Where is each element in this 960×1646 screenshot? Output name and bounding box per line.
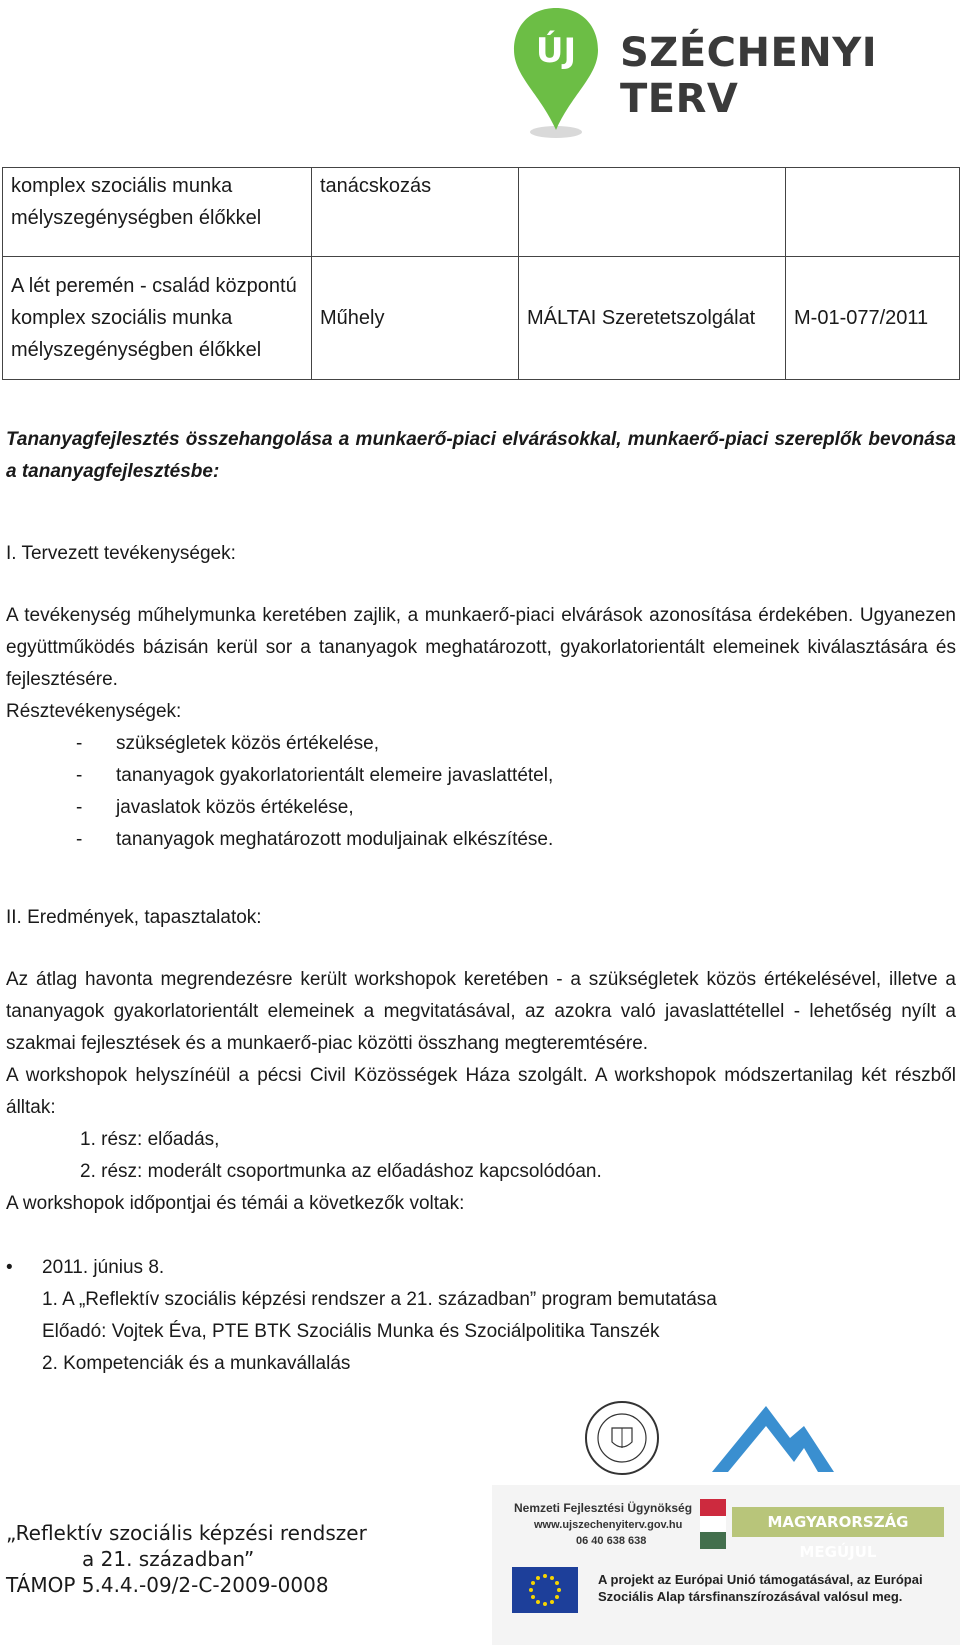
numbered-item: 1. rész: előadás, bbox=[80, 1129, 220, 1150]
dash-marker: - bbox=[76, 797, 83, 818]
section-heading: Tananyagfejlesztés összehangolása a munkaerő-piaci elvárásokkal, munkaerő-piaci szereplők bevonása a tananyagfejlesztésbe: bbox=[6, 429, 956, 482]
logo-brand-text: SZÉCHENYI TERV bbox=[620, 30, 878, 122]
map-pin-logo-icon bbox=[510, 4, 610, 144]
event-date: 2011. június 8. bbox=[42, 1257, 165, 1278]
training-table bbox=[2, 167, 960, 380]
footer-line-3: TÁMOP 5.4.4.-09/2-C-2009-0008 bbox=[6, 1573, 329, 1597]
list-item bbox=[6, 760, 956, 792]
part2-heading: II. Eredmények, tapasztalatok: bbox=[6, 907, 262, 928]
agency-phone: 06 40 638 638 bbox=[576, 1535, 647, 1547]
table-row bbox=[3, 168, 960, 257]
part2-paragraph-2: A workshopok helyszínéül a pécsi Civil Közösségek Háza szolgált. A workshopok módszertanilag két részből álltak: bbox=[6, 1065, 956, 1118]
event-line: 2. Kompetenciák és a munkavállalás bbox=[42, 1353, 351, 1374]
footer-line-1: „Reflektív szociális képzési rendszer bbox=[6, 1521, 367, 1545]
hungary-renews-banner: MAGYARORSZÁG MEGÚJUL bbox=[732, 1507, 944, 1537]
table-row bbox=[3, 257, 960, 380]
part2-paragraph-3: A workshopok időpontjai és témái a következők voltak: bbox=[6, 1193, 465, 1214]
table-cell-code bbox=[786, 168, 960, 257]
dash-marker: - bbox=[76, 829, 83, 850]
logo-pin-text: ÚJ bbox=[535, 31, 577, 71]
activity-list bbox=[6, 728, 956, 856]
dash-marker: - bbox=[76, 765, 83, 786]
part2-paragraph-1: Az átlag havonta megrendezésre került workshopok keretében - a szükségletek közös értékelésével, illetve a tananyagok gyakorlatorientált elemeinek a megvitatásával, az azokra való javaslattétellel - lehetőség nyílt a szakmai fejlesztések és a munkaerő-piac közötti összhang megteremtésére. bbox=[6, 969, 956, 1054]
agency-url: www.ujszechenyiterv.gov.hu bbox=[534, 1519, 683, 1531]
dash-marker: - bbox=[76, 733, 83, 754]
eu-flag-icon bbox=[512, 1567, 578, 1613]
project-footer bbox=[6, 1520, 367, 1598]
table-cell-type: Műhely bbox=[312, 257, 519, 380]
list-item bbox=[6, 728, 956, 760]
footer-line-2: a 21. században” bbox=[82, 1547, 255, 1571]
list-item bbox=[6, 792, 956, 824]
list-item bbox=[6, 824, 956, 856]
table-cell-type: tanácskozás bbox=[312, 168, 519, 257]
part1-subheading: Résztevékenységek: bbox=[6, 701, 182, 722]
university-seal-icon bbox=[584, 1400, 660, 1476]
list-item-text: tananyagok gyakorlatorientált elemeire javaslattétel, bbox=[116, 765, 554, 786]
table-cell-title: A lét peremén - család központú komplex szociális munka mélyszegénységben élőkkel bbox=[3, 257, 312, 380]
list-item-text: szükségletek közös értékelése, bbox=[116, 733, 379, 754]
event-line: 1. A „Reflektív szociális képzési rendszer a 21. században” program bemutatása bbox=[42, 1289, 717, 1310]
table-cell-org: MÁLTAI Szeretetszolgálat bbox=[519, 257, 786, 380]
eu-funding-text: A projekt az Európai Unió támogatásával, az Európai Szociális Alap társfinanszírozásával valósul meg. bbox=[598, 1572, 923, 1604]
table-cell-title: komplex szociális munka mélyszegénységben élőkkel bbox=[3, 168, 312, 257]
agency-name: Nemzeti Fejlesztési Ügynökség bbox=[514, 1501, 693, 1515]
event-block bbox=[6, 1252, 956, 1380]
numbered-item: 2. rész: moderált csoportmunka az előadáshoz kapcsolódóan. bbox=[80, 1161, 602, 1182]
event-line: Előadó: Vojtek Éva, PTE BTK Szociális Munka és Szociálpolitika Tanszék bbox=[42, 1321, 660, 1342]
table-cell-code: M-01-077/2011 bbox=[786, 257, 960, 380]
list-item-text: tananyagok meghatározott moduljainak elkészítése. bbox=[116, 829, 554, 850]
szechenyi-terv-logo bbox=[510, 4, 950, 144]
hungarian-flag-icon bbox=[700, 1499, 726, 1549]
list-item-text: javaslatok közös értékelése, bbox=[116, 797, 354, 818]
part1-heading: I. Tervezett tevékenységek: bbox=[6, 543, 236, 564]
mountain-logo-icon bbox=[708, 1398, 838, 1476]
partner-logos-panel bbox=[492, 1485, 960, 1645]
part1-paragraph: A tevékenység műhelymunka keretében zajlik, a munkaerő-piaci elvárások azonosítása érdekében. Ugyanezen együttműködés bázisán kerül sor a tananyagok meghatározott, gyakorlatorientált elemeinek kiválasztására és fejlesztésére. bbox=[6, 605, 956, 690]
bullet-marker: • bbox=[6, 1257, 13, 1278]
table-cell-org bbox=[519, 168, 786, 257]
